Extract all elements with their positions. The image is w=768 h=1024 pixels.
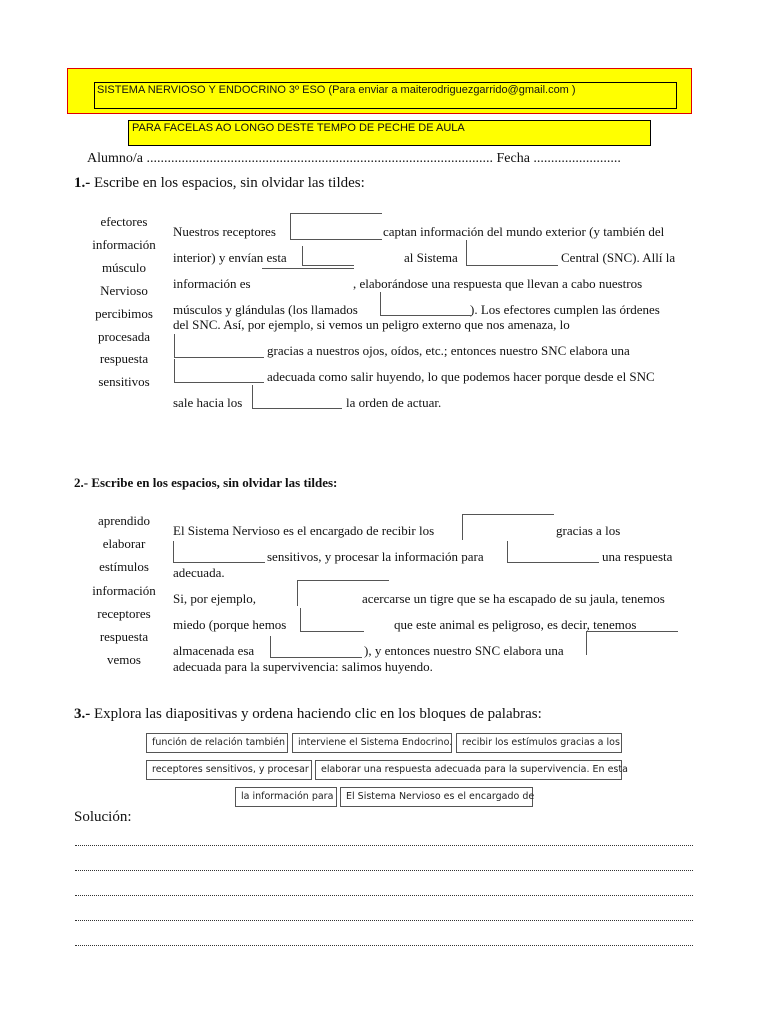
word-bank-item: información bbox=[92, 582, 156, 598]
text-line: Nuestros receptores bbox=[173, 224, 276, 239]
answer-blank[interactable] bbox=[290, 222, 382, 240]
word-bank-item: respuesta bbox=[99, 351, 149, 367]
word-bank-item: receptores bbox=[97, 605, 151, 621]
text-line: captan información del mundo exterior (y también del bbox=[383, 224, 665, 239]
q1-word-bank bbox=[74, 211, 174, 394]
answer-blank[interactable] bbox=[173, 541, 265, 563]
answer-blank[interactable] bbox=[252, 385, 342, 409]
word-bank-item: percibimos bbox=[95, 305, 153, 321]
word-bank-item: respuesta bbox=[99, 629, 149, 645]
q2-prompt: 2.- Escribe en los espacios, sin olvidar las tildes: bbox=[74, 475, 338, 490]
word-bank-item: músculo bbox=[101, 259, 147, 275]
text-line: El Sistema Nervioso es el encargado de recibir los bbox=[173, 523, 435, 538]
text-line: acercarse un tigre que se ha escapado de su jaula, tenemos bbox=[362, 591, 665, 606]
q3-prompt: 3.- Explora las diapositivas y ordena haciendo clic en los bloques de palabras: bbox=[74, 706, 542, 722]
student-line: Alumno/a ................................................................................................... Fecha ......................... bbox=[87, 151, 621, 166]
answer-blank[interactable] bbox=[462, 514, 554, 540]
word-block[interactable]: recibir los estímulos gracias a los bbox=[456, 733, 622, 753]
text-line: adecuada. bbox=[173, 565, 225, 580]
answer-blank[interactable] bbox=[380, 292, 472, 316]
word-block[interactable]: receptores sensitivos, y procesar bbox=[146, 760, 312, 780]
word-block[interactable]: interviene el Sistema Endocrino. bbox=[292, 733, 452, 753]
q1-prompt: 1.- Escribe en los espacios, sin olvidar las tildes: bbox=[74, 175, 365, 191]
text-line: adecuada como salir huyendo, lo que podemos hacer porque desde el SNC bbox=[267, 369, 655, 384]
word-bank-item: sensitivos bbox=[98, 374, 150, 390]
text-line: gracias a nuestros ojos, oídos, etc.; entonces nuestro SNC elabora una bbox=[267, 343, 630, 358]
text-line: sensitivos, y procesar la información para bbox=[267, 549, 484, 564]
answer-blank[interactable] bbox=[302, 246, 354, 266]
text-line: una respuesta bbox=[602, 549, 673, 564]
word-block[interactable]: la información para bbox=[235, 787, 337, 807]
text-line: del SNC. Así, por ejemplo, si vemos un peligro externo que nos amenaza, lo bbox=[173, 317, 570, 332]
text-line: ), y entonces nuestro SNC elabora una bbox=[364, 643, 564, 658]
word-bank-item: aprendido bbox=[98, 513, 150, 528]
answer-blank[interactable] bbox=[507, 541, 599, 563]
text-line: almacenada esa bbox=[173, 643, 255, 658]
text-line: gracias a los bbox=[556, 523, 621, 538]
word-block[interactable]: función de relación también bbox=[146, 733, 288, 753]
text-line: adecuada para la supervivencia: salimos huyendo. bbox=[173, 659, 433, 674]
word-block[interactable]: elaborar una respuesta adecuada para la supervivencia. En esta bbox=[315, 760, 622, 780]
word-bank-item: efectores bbox=[100, 214, 148, 229]
word-block[interactable]: El Sistema Nervioso es el encargado de bbox=[340, 787, 533, 807]
word-bank-item: estímulos bbox=[99, 559, 149, 575]
text-line: la orden de actuar. bbox=[346, 395, 442, 410]
text-line: Si, por ejemplo, bbox=[173, 591, 257, 606]
text-line: interior) y envían esta bbox=[173, 250, 287, 265]
solution-line[interactable] bbox=[75, 895, 693, 896]
text-line: que este animal es peligroso, es decir, tenemos bbox=[394, 617, 637, 632]
q2-word-bank bbox=[74, 509, 174, 671]
answer-blank[interactable] bbox=[174, 334, 264, 358]
text-line: , elaborándose una respuesta que llevan a cabo nuestros bbox=[353, 276, 643, 291]
solution-line[interactable] bbox=[75, 945, 693, 946]
text-line: miedo (porque hemos bbox=[173, 617, 287, 632]
text-line: Central (SNC). Allí la bbox=[561, 250, 676, 265]
header-title: SISTEMA NERVIOSO Y ENDOCRINO 3º ESO (Para enviar a maiterodriguezgarrido@gmail.com ) bbox=[94, 82, 677, 109]
answer-blank[interactable] bbox=[586, 631, 678, 655]
answer-blank[interactable] bbox=[270, 636, 362, 658]
solution-line[interactable] bbox=[75, 845, 693, 846]
answer-blank[interactable] bbox=[466, 240, 558, 266]
solution-line[interactable] bbox=[75, 920, 693, 921]
answer-blank[interactable] bbox=[300, 608, 364, 632]
answer-blank[interactable] bbox=[174, 359, 264, 383]
word-bank-item: información bbox=[92, 236, 156, 252]
text-line: ). Los efectores cumplen las órdenes bbox=[470, 302, 660, 317]
word-bank-item: procesada bbox=[98, 328, 150, 344]
word-bank-item: vemos bbox=[107, 652, 141, 668]
text-line: sale hacia los bbox=[173, 395, 243, 410]
text-line: músculos y glándulas (los llamados bbox=[173, 302, 358, 317]
solution-line[interactable] bbox=[75, 870, 693, 871]
word-bank-item: Nervioso bbox=[100, 282, 148, 298]
word-bank-item: elaborar bbox=[102, 536, 146, 552]
text-line: al Sistema bbox=[404, 250, 458, 265]
answer-blank[interactable] bbox=[262, 268, 354, 269]
text-line: información es bbox=[173, 276, 251, 291]
header-subtitle: PARA FACELAS AO LONGO DESTE TEMPO DE PECHE DE AULA bbox=[128, 120, 651, 146]
solution-label: Solución: bbox=[74, 809, 132, 825]
answer-blank[interactable] bbox=[297, 580, 389, 606]
